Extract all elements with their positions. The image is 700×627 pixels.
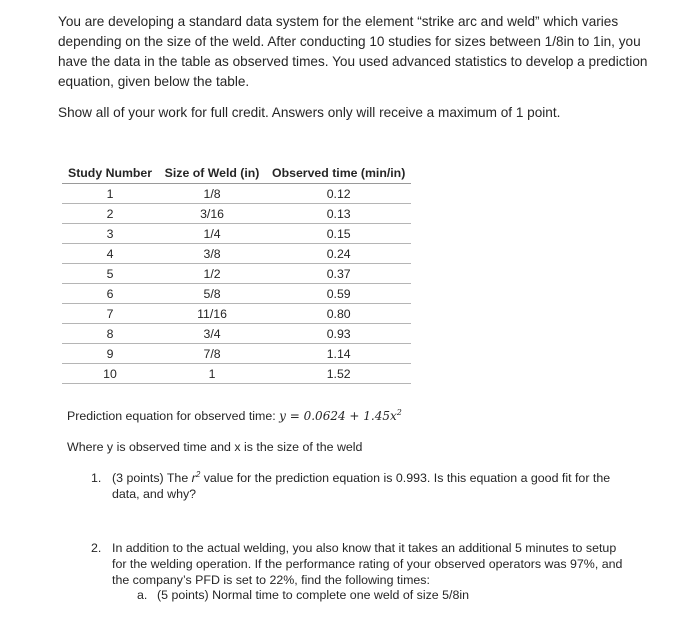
cell-observed-time: 0.59 [266,284,411,304]
equation [279,409,402,423]
table-row [62,224,411,244]
cell-observed-time: 0.15 [266,224,411,244]
cell-study-number: 2 [62,204,158,224]
question-2a-text: (5 points) Normal time to complete one weld of size 5/8in [157,588,469,602]
prediction-equation [67,407,402,425]
r-symbol: r [191,471,196,485]
question-1-text [112,470,621,502]
cell-size-of-weld: 1 [158,364,266,384]
cell-study-number: 1 [62,184,158,204]
cell-observed-time: 0.37 [266,264,411,284]
prediction-label: Prediction equation for observed time: [67,409,280,423]
cell-size-of-weld: 3/4 [158,324,266,344]
table-header-row [62,163,411,184]
header-size-of-weld: Size of Weld (in) [158,163,266,184]
table-row [62,364,411,384]
table-row [62,304,411,324]
intro-paragraph: You are developing a standard data system for the element “strike arc and weld” which varies depending on the size of the weld. After conducting 10 studies for sizes between 1/8in to 1in, you have the data in the table as observed times. You used advanced statistics to develop a prediction equation, given below the table. [58,14,648,89]
cell-size-of-weld: 1/4 [158,224,266,244]
cell-observed-time: 0.13 [266,204,411,224]
cell-study-number: 5 [62,264,158,284]
cell-observed-time: 0.24 [266,244,411,264]
question-2a-letter: a. [137,588,148,602]
cell-study-number: 3 [62,224,158,244]
question-2-text: In addition to the actual welding, you also know that it takes an additional 5 minutes to setup for the welding operation. If the performance rating of your observed operators was 97%, and the company’s PFD is set to 22%, find the following times: [112,541,623,587]
table-row [62,324,411,344]
cell-observed-time: 1.14 [266,344,411,364]
table-row [62,244,411,264]
equation-text: y = 0.0624 + 1.45x [279,409,397,423]
table-row [62,264,411,284]
table-row [62,344,411,364]
header-observed-time: Observed time (min/in) [266,163,411,184]
table-row [62,204,411,224]
cell-size-of-weld: 3/16 [158,204,266,224]
question-1-prefix: (3 points) The [112,471,192,485]
cell-size-of-weld: 5/8 [158,284,266,304]
cell-study-number: 7 [62,304,158,324]
question-2a [137,587,617,603]
question-2 [91,540,631,588]
cell-observed-time: 1.52 [266,364,411,384]
instructions-paragraph: Show all of your work for full credit. Answers only will receive a maximum of 1 point. [58,105,561,120]
header-study-number: Study Number [62,163,158,184]
r-exponent: 2 [195,469,201,479]
problem-intro [58,12,668,134]
cell-size-of-weld: 7/8 [158,344,266,364]
cell-study-number: 4 [62,244,158,264]
cell-size-of-weld: 11/16 [158,304,266,324]
cell-study-number: 10 [62,364,158,384]
equation-exponent: 2 [396,408,402,417]
cell-size-of-weld: 3/8 [158,244,266,264]
question-1-number: 1. [91,471,102,485]
cell-study-number: 8 [62,324,158,344]
question-1 [91,470,621,502]
cell-study-number: 6 [62,284,158,304]
variable-definition: Where y is observed time and x is the size of the weld [67,440,363,454]
observations-table [62,163,411,384]
table-row [62,284,411,304]
table-row [62,184,411,204]
question-1-suffix: value for the prediction equation is 0.993. Is this equation a good fit for the data, and why? [112,471,611,501]
cell-size-of-weld: 1/8 [158,184,266,204]
cell-study-number: 9 [62,344,158,364]
cell-observed-time: 0.80 [266,304,411,324]
cell-observed-time: 0.93 [266,324,411,344]
question-2-number: 2. [91,541,102,555]
r-squared-symbol [192,471,201,485]
cell-observed-time: 0.12 [266,184,411,204]
cell-size-of-weld: 1/2 [158,264,266,284]
